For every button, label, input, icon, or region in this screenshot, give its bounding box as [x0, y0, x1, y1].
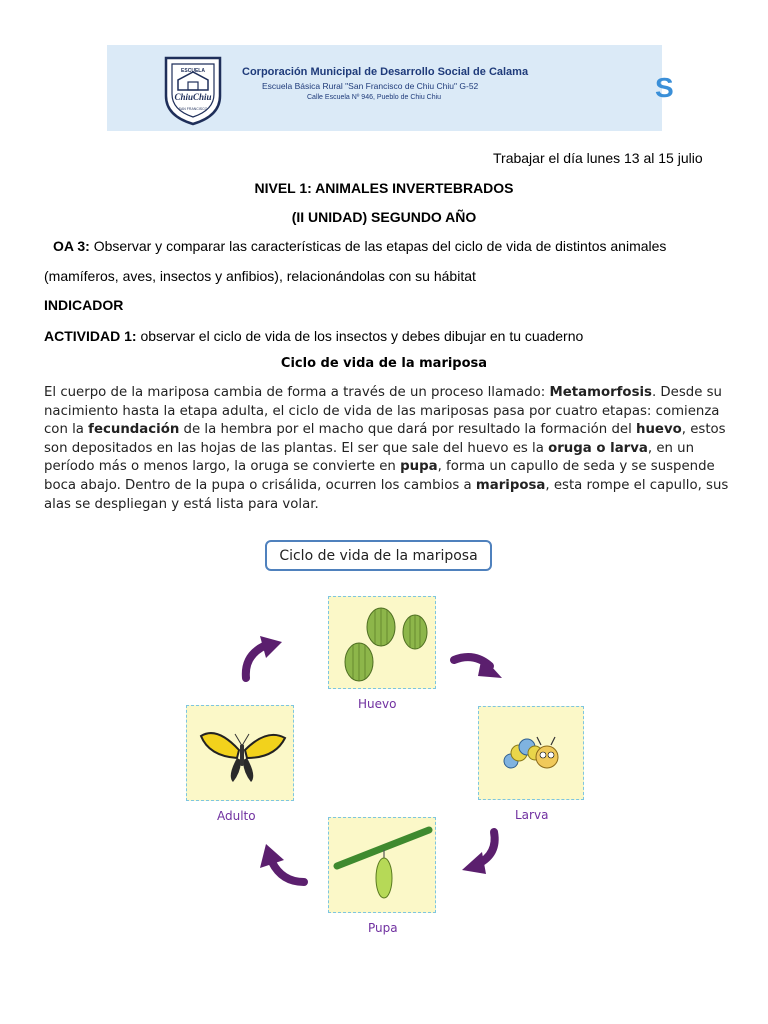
- para-bold: huevo: [636, 422, 682, 438]
- objective-text-1: Observar y comparar las características de las etapas del ciclo de vida de distintos animales: [89, 238, 667, 254]
- side-logo-letter: S: [655, 72, 674, 103]
- para-bold: mariposa: [475, 477, 546, 493]
- caterpillar-icon: [479, 707, 585, 801]
- para-bold: oruga o larva: [548, 440, 648, 456]
- stage-label-adult: Adulto: [217, 809, 256, 823]
- activity-label: ACTIVIDAD 1:: [44, 328, 137, 344]
- eggs-icon: [329, 597, 437, 690]
- para-text: , en un período más o menos largo, la oruga se convierte en: [44, 440, 695, 475]
- stage-box-larva: [478, 706, 584, 800]
- activity-line: [44, 328, 583, 344]
- para-bold: pupa: [400, 459, 438, 475]
- indicator-label: INDICADOR: [44, 297, 124, 313]
- diagram-title: Ciclo de vida de la mariposa: [265, 540, 492, 571]
- stage-box-adult: [186, 705, 294, 801]
- organization-name: Corporación Municipal de Desarrollo Social de Calama: [242, 66, 529, 78]
- objective-line-2: (mamíferos, aves, insectos y anfibios), relacionándolas con su hábitat: [44, 268, 476, 284]
- unit-title: (II UNIDAD) SEGUNDO AÑO: [291, 209, 477, 225]
- cycle-arrow-egg-to-larva-icon: [450, 650, 504, 682]
- crest-top-text: ESCUELA: [181, 68, 205, 74]
- para-text: de la hembra por el macho que dará por resultado la formación del: [179, 422, 636, 438]
- explanation-paragraph: [44, 384, 734, 514]
- para-text: . Desde su nacimiento hasta la etapa adulta, el ciclo de vida de las mariposas pasa por cuatro etapas: comienza con la: [44, 385, 722, 438]
- stage-label-egg: Huevo: [358, 697, 397, 711]
- para-text: , forma un capullo de seda y se suspende boca abajo. Dentro de la pupa o crisálida, ocurren los cambios a: [44, 459, 715, 493]
- stage-label-larva: Larva: [515, 808, 549, 822]
- section-title: Ciclo de vida de la mariposa: [280, 356, 488, 371]
- objective-label: OA 3:: [53, 238, 90, 254]
- date-line: Trabajar el día lunes 13 al 15 julio: [493, 150, 703, 166]
- activity-text: observar el ciclo de vida de los insectos y debes dibujar en tu cuaderno: [136, 328, 584, 344]
- school-address: Calle Escuela Nº 946, Pueblo de Chiu Chiu: [307, 94, 442, 101]
- para-bold: Metamorfosis: [549, 385, 652, 400]
- objective-line-1: [53, 238, 666, 254]
- para-text: , esta rompe el capullo, sus alas se despliegan y está lista para volar.: [44, 477, 729, 512]
- stage-box-pupa: [328, 817, 436, 913]
- stage-box-egg: [328, 596, 436, 689]
- cycle-arrow-pupa-to-adult-icon: [258, 842, 308, 888]
- crest-name: ChiuChiu: [174, 92, 212, 102]
- crest-bottom-text: SAN FRANCISCO: [178, 107, 208, 111]
- para-bold: fecundación: [88, 422, 180, 438]
- cycle-arrow-adult-to-egg-icon: [238, 634, 288, 682]
- para-text: El cuerpo de la mariposa cambia de forma a través de un proceso llamado:: [44, 385, 550, 400]
- chrysalis-icon: [329, 818, 437, 914]
- butterfly-icon: [187, 706, 295, 802]
- school-name: Escuela Básica Rural "San Francisco de Chiu Chiu" G-52: [262, 81, 479, 91]
- cycle-arrow-larva-to-pupa-icon: [460, 828, 504, 876]
- para-text: , estos son depositados en las hojas de las plantas. El ser que sale del huevo es la: [44, 422, 726, 456]
- school-crest-icon: [162, 52, 224, 126]
- level-title: NIVEL 1: ANIMALES INVERTEBRADOS: [254, 180, 514, 196]
- stage-label-pupa: Pupa: [368, 921, 398, 935]
